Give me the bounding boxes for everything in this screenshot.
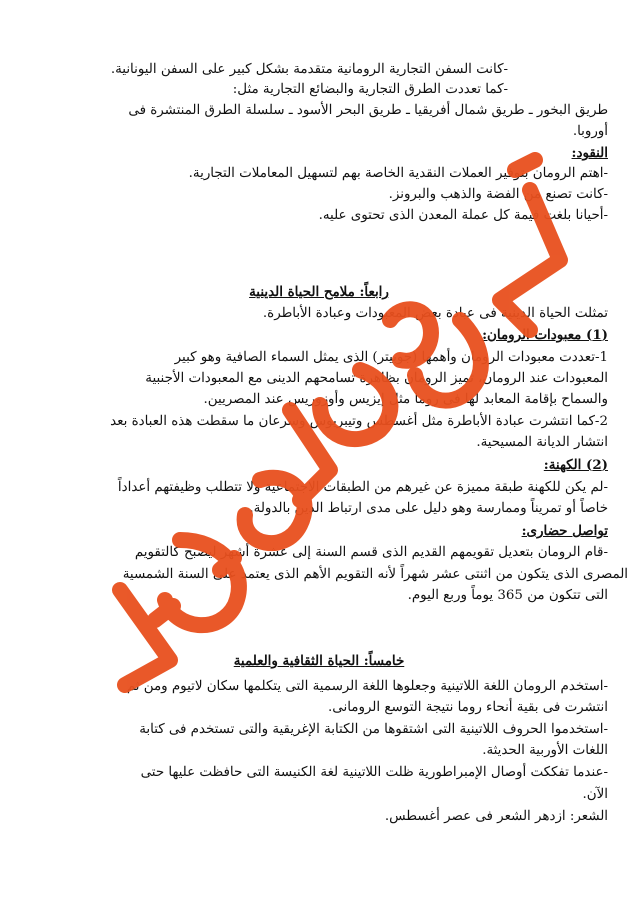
line-routes-list: طريق البخور ـ طريق شمال أفريقيا ـ طريق البحر الأسود ـ سلسلة الطرق المنتشرة فى — [128, 103, 608, 118]
line-emperors-1: 2-كما انتشرت عبادة الأباطرة مثل أغسطس وتيبريوس وسرعان ما سقطت هذه العبادة بعد — [110, 414, 608, 429]
line-emperors-2: انتشار الديانة المسيحية. — [476, 435, 608, 450]
line-priests-2: خاصاً أو تمريناً وممارسة وهو دليل على مدى ارتباط الدين بالدولة. — [249, 501, 608, 516]
line-europe: أوروبا. — [572, 124, 608, 139]
line-latin-2: انتشرت فى بقية أنحاء روما نتيجة التوسع الرومانى. — [328, 700, 608, 715]
line-deities-2: المعبودات عند الرومان، تميز الرومان بظاهرة تسامحهم الدينى مع المعبودات الأجنبية — [145, 371, 608, 386]
heading-coins: النقود: — [571, 145, 608, 161]
line-trade-routes: -كما تعددت الطرق التجارية والبضائع التجارية مثل: — [232, 82, 508, 97]
line-ships: -كانت السفن التجارية الرومانية متقدمة بشكل كبير على السفن اليونانية. — [110, 62, 508, 77]
line-religious-intro: تمثلت الحياة الدينية فى عبادة بعض المعبودات وعبادة الأباطرة. — [262, 306, 608, 321]
heading-civilization: تواصل حضارى: — [521, 523, 608, 539]
line-deities-3: والسماح بإقامة المعابد لها فى روما مثل إيزيس وأوزوريس عند المصريين. — [203, 392, 608, 407]
line-calendar-2: المصرى الذى يتكون من اثنتى عشر شهراً لأنه التقويم الأهم الذى يعتمد على السنة الشمسية — [122, 567, 628, 582]
heading-deities: (1) معبودات الرومان: — [482, 327, 608, 343]
line-poetry: الشعر: ازدهر الشعر فى عصر أغسطس. — [384, 809, 608, 824]
line-letters-1: -استخدموا الحروف اللاتينية التى اشتقوها من الكتابة الإغريقية والتى تستخدم فى كتابة — [139, 722, 608, 737]
line-letters-2: اللغات الأوربية الحديثة. — [482, 743, 608, 758]
line-latin-1: -استخدم الرومان اللغة اللاتينية وجعلوها اللغة الرسمية التى يتكلمها سكان لاتيوم ومن ثم — [126, 679, 608, 694]
heading-priests: (2) الكهنة: — [543, 457, 608, 473]
line-calendar-3: التى تتكون من 365 يوماً وربع اليوم. — [407, 588, 608, 603]
line-church-1: -عندما تفككت أوصال الإمبراطورية ظلت اللاتينية لغة الكنيسة التى حافظت عليها حتى — [140, 765, 608, 780]
line-priests-1: -لم يكن للكهنة طبقة مميزة عن غيرهم من الطبقات الاجتماعية ولا تتطلب وظيفتهم أعداداً — [117, 480, 608, 495]
line-church-2: الآن. — [582, 787, 608, 802]
section-title-religious: رابعاً: ملامح الحياة الدينية — [249, 284, 389, 300]
section-title-cultural: خامساً: الحياة الثقافية والعلمية — [233, 653, 405, 669]
line-coins-3: -أحيانا بلغت قيمة كل عملة المعدن الذى تحتوى عليه. — [318, 208, 608, 223]
line-coins-2: -كانت تصنع من الفضة والذهب والبرونز. — [388, 187, 608, 202]
line-coins-1: -اهتم الرومان بتوفير العملات النقدية الخاصة بهم لتسهيل المعاملات التجارية. — [188, 166, 608, 181]
line-deities-1: 1-تعددت معبودات الرومان وأهمها (جوبيتر) الذى يمثل السماء الصافية وهو كبير — [174, 350, 608, 365]
line-calendar-1: -قام الرومان بتعديل تقويمهم القديم الذى قسم السنة إلى عشرة أشهر ليصبح كالتقويم — [134, 545, 608, 560]
